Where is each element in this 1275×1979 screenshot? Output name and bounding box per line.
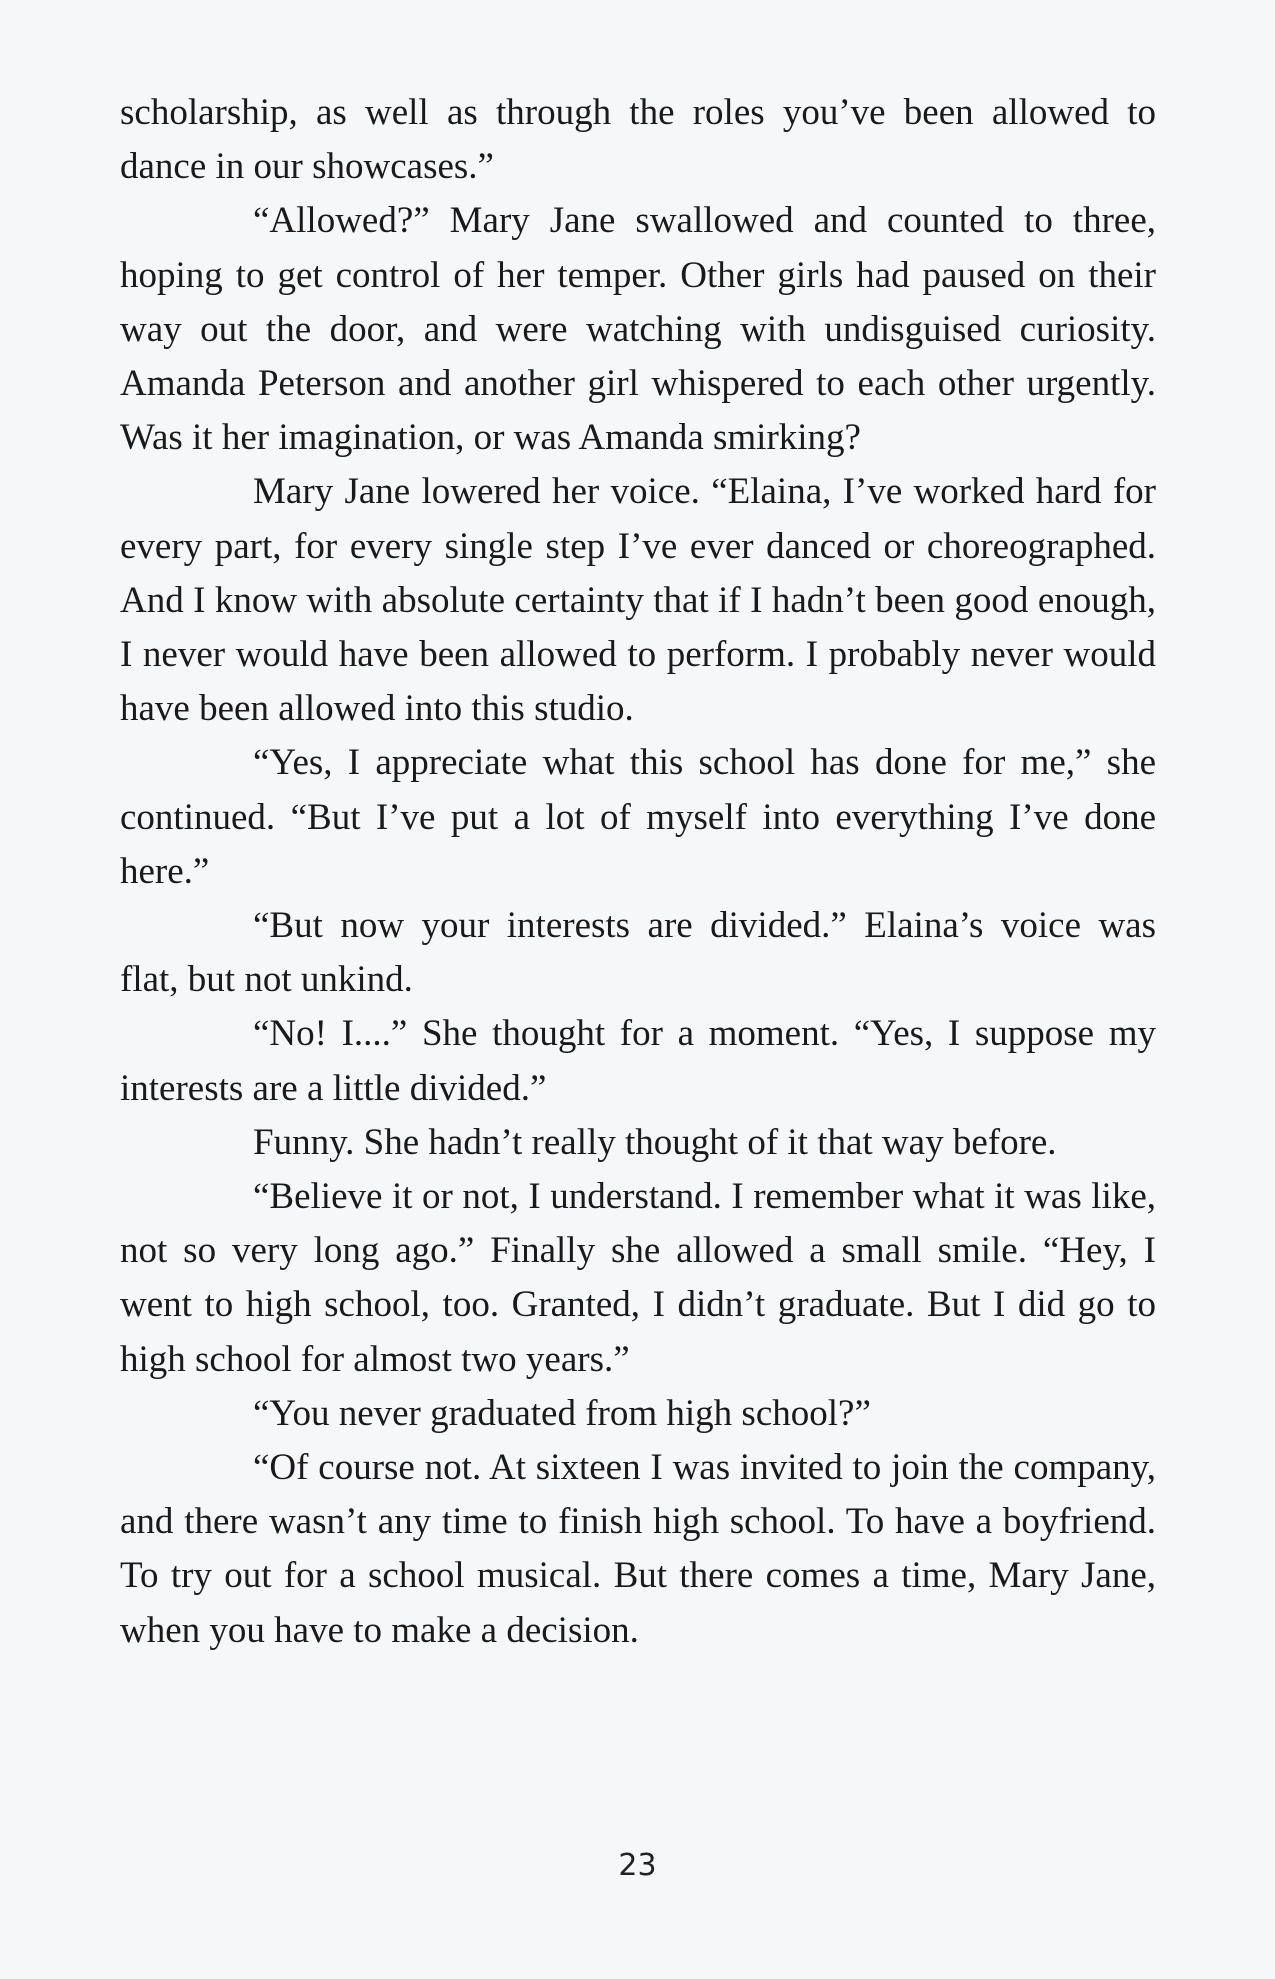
- page-number: 23: [618, 1848, 657, 1883]
- paragraph-1: scholarship, as well as through the roles you’ve been allowed to dance in our showcases.”: [120, 92, 1156, 188]
- paragraph-3: Mary Jane lowered her voice. “Elaina, I’ve worked hard for every part, for every single step I’ve ever danced or choreographed. And I know with absolute certainty that if I hadn’t been good enough, I never would have been allowed to perform. I probably never would have been allowed into this studio.: [120, 471, 1156, 730]
- paragraph-2: “Allowed?” Mary Jane swallowed and counted to three, hoping to get control of her temper. Other girls had paused on their way out the door, and were watching with undisguised curiosity. Amanda Peterson and another girl whispered to each other urgently. Was it her imagination, or was Amanda smirking?: [120, 200, 1156, 459]
- paragraph-6: “No! I....” She thought for a moment. “Yes, I suppose my interests are a little divided.”: [120, 1013, 1156, 1109]
- paragraph-10: “Of course not. At sixteen I was invited to join the company, and there wasn’t any time to finish high school. To have a boyfriend. To try out for a school musical. But there comes a time, Mary Jane, when you have to make a decision.: [120, 1447, 1156, 1651]
- paragraph-8: “Believe it or not, I understand. I remember what it was like, not so very long ago.” Finally she allowed a small smile. “Hey, I went to high school, too. Granted, I didn’t graduate. But I did go to high school for almost two years.”: [120, 1176, 1156, 1380]
- paragraph-9: “You never graduated from high school?”: [253, 1392, 871, 1434]
- paragraph-7: Funny. She hadn’t really thought of it that way before.: [253, 1121, 1057, 1163]
- body-text: [120, 86, 1156, 1658]
- paragraph-4: “Yes, I appreciate what this school has done for me,” she continued. “But I’ve put a lot of myself into everything I’ve done here.”: [120, 742, 1156, 892]
- paragraph-5: “But now your interests are divided.” Elaina’s voice was flat, but not unkind.: [120, 905, 1156, 1001]
